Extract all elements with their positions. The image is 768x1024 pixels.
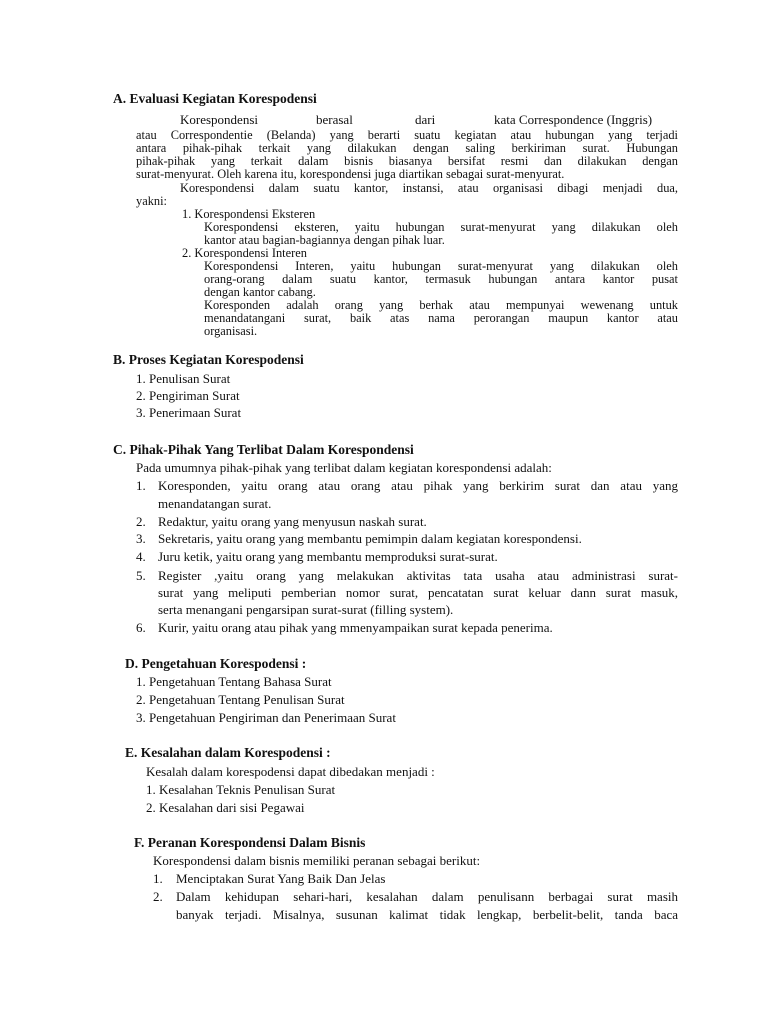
section-a-p1-line2: atau Correspondentie (Belanda) yang berarti suatu kegiatan atau hubungan yang terjadi xyxy=(136,128,678,142)
section-e-intro: Kesalah dalam korespodensi dapat dibedakan menjadi : xyxy=(146,764,435,779)
section-a-p1-word4: kata Correspondence (Inggris) xyxy=(494,112,653,127)
section-c-item6: Kurir, yaitu orang atau pihak yang mmenyampaikan surat kepada penerima. xyxy=(158,620,553,635)
section-c-item1-line2: menandatangan surat. xyxy=(158,496,272,511)
section-a-item2-line3: dengan kantor cabang. xyxy=(204,285,316,299)
section-f-num-2: 2. xyxy=(153,889,163,904)
section-c-num-2: 2. xyxy=(136,514,146,529)
section-a-item2-line4: Koresponden adalah orang yang berhak atau mempunyai wewenang untuk xyxy=(204,298,678,312)
section-b-heading: B. Proses Kegiatan Korespodensi xyxy=(113,352,304,367)
section-c-item5-line2: surat yang meliputi pemberian nomor surat, pencatatan surat keluar dann surat masuk, xyxy=(158,585,678,600)
section-b-item-1: 1. Penulisan Surat xyxy=(136,371,231,386)
section-b-item-2: 2. Pengiriman Surat xyxy=(136,388,240,403)
section-b-item-3: 3. Penerimaan Surat xyxy=(136,405,242,420)
section-a-item1-line2: kantor atau bagian-bagiannya dengan pihak luar. xyxy=(204,233,445,247)
section-f-item2-line2: banyak terjadi. Misalnya, susunan kalimat tidak lengkap, berbelit-belit, tanda baca xyxy=(176,907,678,922)
section-a-heading: A. Evaluasi Kegiatan Korespodensi xyxy=(113,91,317,106)
section-c-num-6: 6. xyxy=(136,620,146,635)
section-a-item2-line6: organisasi. xyxy=(204,324,258,338)
section-c-heading: C. Pihak-Pihak Yang Terlibat Dalam Korespondensi xyxy=(113,442,414,457)
section-c-item1-line1: Koresponden, yaitu orang atau orang atau pihak yang berkirim surat dan atau yang xyxy=(158,478,678,493)
section-c-num-3: 3. xyxy=(136,531,146,546)
section-c-item2: Redaktur, yaitu orang yang menyusun naskah surat. xyxy=(158,514,427,529)
section-a-p1-word1: Korespondensi xyxy=(180,112,258,127)
section-e-item-2: 2. Kesalahan dari sisi Pegawai xyxy=(146,800,305,815)
section-f-intro: Korespondensi dalam bisnis memiliki peranan sebagai berikut: xyxy=(153,853,481,868)
section-a-item1-line1: Korespondensi eksteren, yaitu hubungan surat-menyurat yang dilakukan oleh xyxy=(204,220,678,234)
section-a-p1-word2: berasal xyxy=(316,112,353,127)
section-d-item-1: 1. Pengetahuan Tentang Bahasa Surat xyxy=(136,674,332,689)
section-c-num-4: 4. xyxy=(136,549,146,564)
section-c-item5-line3: serta menangani pengarsipan surat-surat (filling system). xyxy=(158,602,454,617)
section-e-heading: E. Kesalahan dalam Korespodensi : xyxy=(125,745,331,760)
section-c-item5-line1: Register ,yaitu orang yang melakukan aktivitas tata usaha atau administrasi surat- xyxy=(158,568,678,583)
section-a-p1-word3: dari xyxy=(415,112,436,127)
section-a-p1-line5: surat-menyurat. Oleh karena itu, korespondensi juga diartikan sebagai surat-menyurat. xyxy=(136,167,565,181)
section-a-p1-line4: pihak-pihak yang terkait dalam bisnis biasanya bersifat resmi dan dilakukan dengan xyxy=(136,154,678,168)
section-c-item4: Juru ketik, yaitu orang yang membantu memproduksi surat-surat. xyxy=(158,549,498,564)
section-a-item2-line2: orang-orang dalam suatu kantor, termasuk hubungan antara kantor pusat xyxy=(204,272,678,286)
section-a-item1-label: 1. Korespondensi Eksteren xyxy=(182,207,316,221)
section-a-item2-label: 2. Korespondensi Interen xyxy=(182,246,307,260)
section-c-num-1: 1. xyxy=(136,478,146,493)
section-d-item-2: 2. Pengetahuan Tentang Penulisan Surat xyxy=(136,692,345,707)
section-c-num-5: 5. xyxy=(136,568,146,583)
section-a-p1-line3: antara pihak-pihak terkait yang dilakukan dengan saling berkiriman surat. Hubungan xyxy=(136,141,678,155)
section-a-p2-line2: yakni: xyxy=(136,194,167,208)
section-c-item3: Sekretaris, yaitu orang yang membantu pemimpin dalam kegiatan korespondensi. xyxy=(158,531,582,546)
section-a-item2-line5: menandatangani surat, baik atas nama perorangan maupun kantor atau xyxy=(204,311,678,325)
section-c-intro: Pada umumnya pihak-pihak yang terlibat dalam kegiatan korespondensi adalah: xyxy=(136,460,552,475)
section-f-num-1: 1. xyxy=(153,871,163,886)
section-a-item2-line1: Korespondensi Interen, yaitu hubungan surat-menyurat yang dilakukan oleh xyxy=(204,259,678,273)
section-a-p2-line1: Korespondensi dalam suatu kantor, instansi, atau organisasi dibagi menjadi dua, xyxy=(180,181,678,195)
section-f-heading: F. Peranan Korespondensi Dalam Bisnis xyxy=(134,835,366,850)
section-d-heading: D. Pengetahuan Korespodensi : xyxy=(125,656,307,671)
section-f-item1: Menciptakan Surat Yang Baik Dan Jelas xyxy=(176,871,386,886)
section-e-item-1: 1. Kesalahan Teknis Penulisan Surat xyxy=(146,782,336,797)
section-f-item2-line1: Dalam kehidupan sehari-hari, kesalahan dalam penulisann berbagai surat masih xyxy=(176,889,678,904)
section-d-item-3: 3. Pengetahuan Pengiriman dan Penerimaan Surat xyxy=(136,710,396,725)
